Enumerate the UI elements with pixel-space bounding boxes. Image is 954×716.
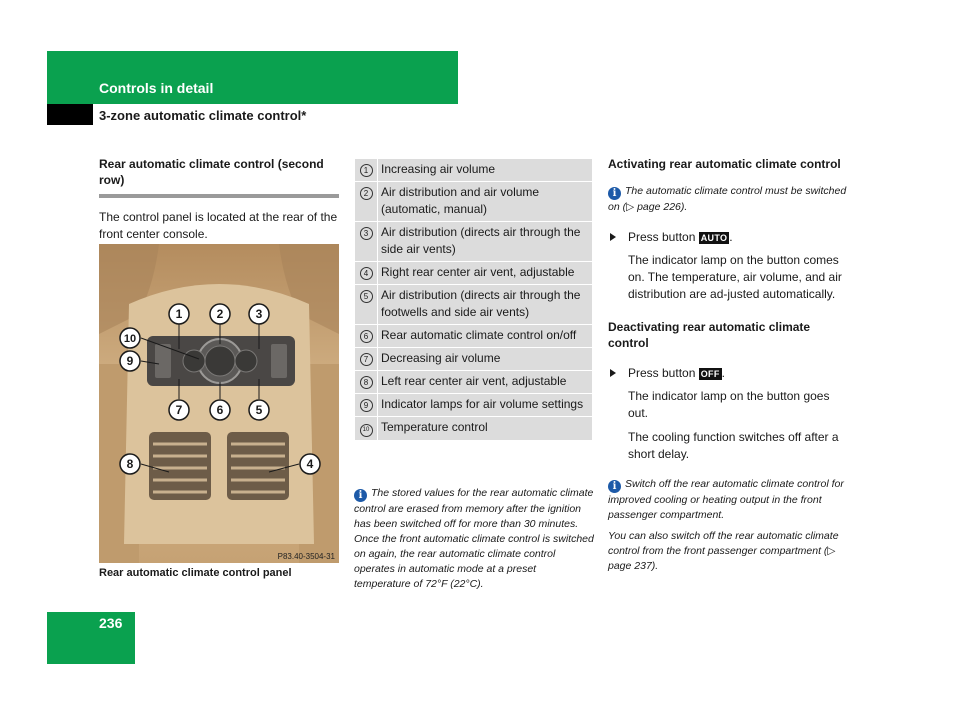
legend-number: 2 [360, 187, 373, 200]
step-arrow-icon [610, 233, 616, 241]
legend-row [355, 417, 593, 441]
subsection-title: 3-zone automatic climate control* [99, 108, 307, 123]
control-panel-photo [99, 244, 339, 563]
step-text: Press button [628, 230, 696, 244]
deactivate-note-1-text: Switch off the rear automatic climate control for improved cooling or heating output in the front passenger compartment. [608, 478, 844, 521]
callout-7: 7 [175, 403, 183, 417]
legend-row [355, 348, 593, 371]
callout-2: 2 [216, 307, 224, 321]
legend-number-cell [355, 348, 378, 371]
heading-rule [99, 194, 339, 198]
callout-1: 1 [175, 307, 183, 321]
deactivate-result-1: The indicator lamp on the button goes out. [628, 389, 830, 420]
step-text: Press button [628, 366, 696, 380]
legend-row [355, 159, 593, 182]
section-title: Controls in detail [99, 80, 214, 96]
step-suffix: . [729, 230, 733, 244]
legend-number-cell [355, 262, 378, 285]
control-panel-illustration [99, 244, 339, 563]
location-text: The control panel is located at the rear of the front center console. [99, 210, 338, 241]
activate-result: The indicator lamp on the button comes on. The temperature, air volume, and air distribution are ad-justed automatically. [628, 253, 842, 301]
rear-climate-heading: Rear automatic climate control (second row) [99, 157, 324, 187]
legend-number-cell [355, 159, 378, 182]
legend-number-cell [355, 222, 378, 262]
legend-number-cell [355, 285, 378, 325]
auto-button-icon: AUTO [700, 233, 728, 243]
left-column [99, 156, 339, 243]
deactivate-step [608, 365, 848, 382]
callout-10: 10 [123, 333, 137, 345]
deactivating-heading: Deactivating rear automatic climate control [608, 320, 811, 350]
legend-row [355, 285, 593, 325]
legend-text: Air distribution (directs air through the footwells and side air vents) [378, 285, 593, 325]
legend-number-cell [355, 371, 378, 394]
activate-note [608, 184, 848, 215]
legend-number-cell [355, 417, 378, 441]
memory-note [354, 486, 594, 592]
callout-3: 3 [255, 307, 263, 321]
legend-number: 8 [360, 376, 373, 389]
info-icon: i [608, 187, 621, 200]
legend-row [355, 262, 593, 285]
legend-number-cell [355, 325, 378, 348]
legend-text: Rear automatic climate control on/off [378, 325, 593, 348]
legend-number: 5 [360, 290, 373, 303]
legend-row [355, 325, 593, 348]
callout-8: 8 [126, 457, 134, 471]
photo-reference: P83.40-3504-31 [277, 552, 335, 561]
deactivate-note-1 [608, 477, 848, 523]
legend-row [355, 222, 593, 262]
legend-number: 6 [360, 330, 373, 343]
callout-6: 6 [216, 403, 224, 417]
right-column [608, 156, 848, 574]
callout-9: 9 [126, 354, 134, 368]
photo-caption: Rear automatic climate control panel [99, 567, 292, 579]
legend-number: 3 [360, 227, 373, 240]
callout-4: 4 [306, 457, 314, 471]
memory-note-text: The stored values for the rear automatic climate control are erased from memory after the ignition has been switched off for more than 30 minutes. Once the front automatic climate control is switched on again, the rear automatic climate control operates in automatic mode at a preset temperature of 72°F (22°C). [354, 487, 594, 590]
legend-number: 4 [360, 267, 373, 280]
legend-text: Air distribution and air volume (automatic, manual) [378, 182, 593, 222]
activate-step [608, 229, 848, 246]
deactivate-result-2: The cooling function switches off after a short delay. [628, 430, 839, 461]
legend-number: 1 [360, 164, 373, 177]
step-suffix: . [721, 366, 725, 380]
legend-table [354, 158, 593, 441]
legend-number-cell [355, 182, 378, 222]
legend-text: Indicator lamps for air volume settings [378, 394, 593, 417]
header-marker [47, 104, 93, 125]
info-icon: i [608, 480, 621, 493]
legend-number-cell [355, 394, 378, 417]
header-band [47, 51, 458, 104]
legend-text: Increasing air volume [378, 159, 593, 182]
legend-text: Right rear center air vent, adjustable [378, 262, 593, 285]
legend-number: 7 [360, 353, 373, 366]
info-icon: i [354, 489, 367, 502]
step-arrow-icon [610, 369, 616, 377]
activating-heading: Activating rear automatic climate control [608, 157, 841, 171]
legend-text: Temperature control [378, 417, 593, 441]
page-number: 236 [99, 615, 123, 631]
legend-text: Decreasing air volume [378, 348, 593, 371]
legend-row [355, 371, 593, 394]
off-button-icon: OFF [700, 369, 720, 379]
legend-row [355, 394, 593, 417]
legend-text: Air distribution (directs air through the side air vents) [378, 222, 593, 262]
deactivate-note-2: You can also switch off the rear automatic climate control from the front passenger compartment (▷ page 237). [608, 530, 839, 572]
legend-number: 10 [360, 424, 373, 437]
legend-text: Left rear center air vent, adjustable [378, 371, 593, 394]
activate-note-text: The automatic climate control must be switched on (▷ page 226). [608, 185, 847, 213]
legend-number: 9 [360, 399, 373, 412]
legend-row [355, 182, 593, 222]
callout-5: 5 [255, 403, 263, 417]
